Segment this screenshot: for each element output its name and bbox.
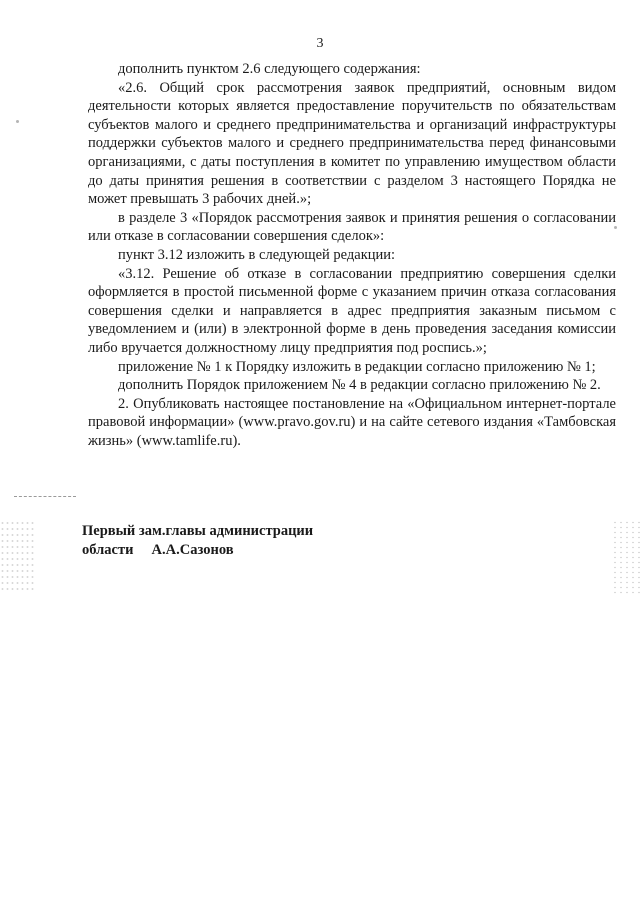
paragraph: пункт 3.12 изложить в следующей редакции: <box>118 246 396 263</box>
paragraph: «3.12. Решение об отказе в согласовании предприятию совершения сделки оформляется в простой письменной форме с указанием причин отказа согласования совершения сделки и направляется в адрес предприятия заказным письмом с уведомлением и (или) в электронной форме в день проведения заседания комиссии либо вручается должностному лицу предприятия под роспись.»; <box>88 265 616 356</box>
document-body <box>88 60 616 450</box>
page-number: 3 <box>316 36 324 51</box>
paragraph: в разделе 3 «Порядок рассмотрения заявок и принятия решения о согласовании или отказе в согласовании совершения сделок»: <box>88 209 616 245</box>
paragraph: 2. Опубликовать настоящее постановление на «Официальном интернет-портале правовой информации» (www.pravo.gov.ru) и на сайте сетевого издания «Тамбовская жизнь» (www.tamlife.ru). <box>88 395 616 449</box>
paragraph: «2.6. Общий срок рассмотрения заявок предприятий, основным видом деятельности которых является предоставление поручительств по обязательствам субъектов малого и среднего предпринимательства и организаций инфраструктуры поддержки субъектов малого и среднего предпринимательства перед финансовыми организациями, с даты поступления в комитет по управлению имуществом области до даты принятия решения в соответствии с разделом 3 настоящего Порядка не может превышать 3 рабочих дней.»; <box>88 79 616 208</box>
scan-noise <box>0 520 36 590</box>
scan-noise <box>612 520 640 596</box>
paragraph: дополнить пунктом 2.6 следующего содержания: <box>118 61 421 77</box>
paragraph: дополнить Порядок приложением № 4 в редакции согласно приложению № 2. <box>118 377 601 394</box>
scan-speck <box>614 226 617 229</box>
scan-artifact-line <box>14 496 76 498</box>
signatory-position: Первый зам.главы администрации <box>82 523 314 539</box>
scan-speck <box>16 120 19 123</box>
paragraph: приложение № 1 к Порядку изложить в редакции согласно приложению № 1; <box>118 358 596 375</box>
signature-block <box>82 522 313 560</box>
signatory-name: области А.А.Сазонов <box>82 542 234 558</box>
